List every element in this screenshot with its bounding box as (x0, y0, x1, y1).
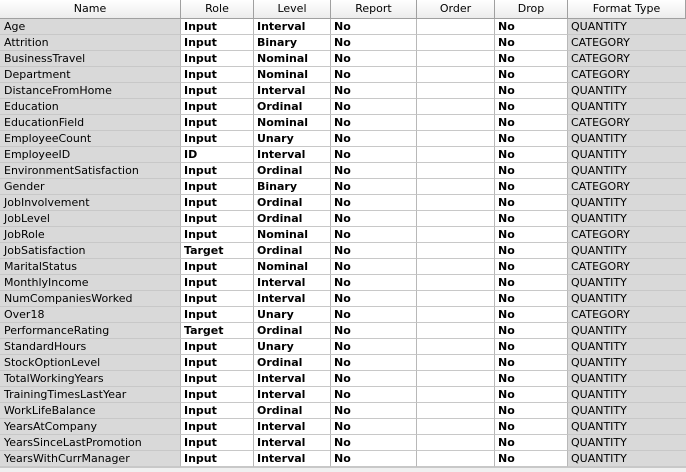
cell-order[interactable] (417, 163, 495, 179)
cell-format-type[interactable]: QUANTITY (568, 99, 686, 115)
cell-role[interactable]: Input (181, 371, 254, 387)
cell-report[interactable]: No (331, 163, 417, 179)
cell-drop[interactable]: No (495, 131, 568, 147)
table-row[interactable] (0, 259, 686, 275)
cell-level[interactable]: Unary (254, 339, 331, 355)
cell-drop[interactable]: No (495, 387, 568, 403)
table-row[interactable] (0, 227, 686, 243)
table-row[interactable] (0, 83, 686, 99)
cell-order[interactable] (417, 307, 495, 323)
table-row[interactable] (0, 147, 686, 163)
cell-name[interactable]: PerformanceRating (0, 323, 181, 339)
cell-order[interactable] (417, 355, 495, 371)
cell-role[interactable]: Input (181, 35, 254, 51)
cell-level[interactable]: Ordinal (254, 323, 331, 339)
cell-report[interactable]: No (331, 387, 417, 403)
cell-order[interactable] (417, 387, 495, 403)
cell-name[interactable]: EducationField (0, 115, 181, 131)
cell-level[interactable]: Binary (254, 179, 331, 195)
cell-order[interactable] (417, 419, 495, 435)
cell-level[interactable]: Nominal (254, 259, 331, 275)
column-header-level[interactable]: Level (254, 0, 331, 19)
cell-report[interactable]: No (331, 147, 417, 163)
table-row[interactable] (0, 275, 686, 291)
cell-role[interactable]: Input (181, 419, 254, 435)
cell-drop[interactable]: No (495, 195, 568, 211)
cell-drop[interactable]: No (495, 83, 568, 99)
cell-role[interactable]: Input (181, 115, 254, 131)
cell-drop[interactable]: No (495, 115, 568, 131)
cell-format-type[interactable]: QUANTITY (568, 211, 686, 227)
cell-role[interactable]: Input (181, 275, 254, 291)
table-row[interactable] (0, 435, 686, 451)
cell-format-type[interactable]: QUANTITY (568, 387, 686, 403)
cell-format-type[interactable]: QUANTITY (568, 451, 686, 467)
cell-level[interactable]: Nominal (254, 51, 331, 67)
cell-drop[interactable]: No (495, 435, 568, 451)
cell-name[interactable]: StandardHours (0, 339, 181, 355)
cell-drop[interactable]: No (495, 35, 568, 51)
cell-role[interactable]: Input (181, 259, 254, 275)
cell-order[interactable] (417, 403, 495, 419)
cell-drop[interactable]: No (495, 243, 568, 259)
cell-name[interactable]: JobSatisfaction (0, 243, 181, 259)
cell-level[interactable]: Interval (254, 147, 331, 163)
cell-format-type[interactable]: QUANTITY (568, 163, 686, 179)
cell-role[interactable]: Input (181, 355, 254, 371)
cell-report[interactable]: No (331, 435, 417, 451)
cell-order[interactable] (417, 451, 495, 467)
table-row[interactable] (0, 195, 686, 211)
cell-report[interactable]: No (331, 355, 417, 371)
cell-report[interactable]: No (331, 259, 417, 275)
cell-format-type[interactable]: QUANTITY (568, 355, 686, 371)
cell-role[interactable]: Input (181, 387, 254, 403)
cell-report[interactable]: No (331, 307, 417, 323)
cell-order[interactable] (417, 179, 495, 195)
cell-order[interactable] (417, 291, 495, 307)
cell-name[interactable]: YearsAtCompany (0, 419, 181, 435)
cell-role[interactable]: Input (181, 451, 254, 467)
cell-format-type[interactable]: CATEGORY (568, 115, 686, 131)
cell-name[interactable]: Education (0, 99, 181, 115)
cell-role[interactable]: Input (181, 163, 254, 179)
column-header-order[interactable]: Order (417, 0, 495, 19)
cell-level[interactable]: Interval (254, 419, 331, 435)
cell-report[interactable]: No (331, 419, 417, 435)
cell-name[interactable]: JobLevel (0, 211, 181, 227)
cell-drop[interactable]: No (495, 227, 568, 243)
cell-drop[interactable]: No (495, 355, 568, 371)
cell-name[interactable]: BusinessTravel (0, 51, 181, 67)
cell-report[interactable]: No (331, 51, 417, 67)
cell-format-type[interactable]: QUANTITY (568, 371, 686, 387)
cell-name[interactable]: EmployeeCount (0, 131, 181, 147)
cell-order[interactable] (417, 195, 495, 211)
cell-format-type[interactable]: CATEGORY (568, 35, 686, 51)
cell-level[interactable]: Unary (254, 131, 331, 147)
table-row[interactable] (0, 51, 686, 67)
cell-role[interactable]: Input (181, 307, 254, 323)
cell-format-type[interactable]: QUANTITY (568, 83, 686, 99)
cell-level[interactable]: Ordinal (254, 163, 331, 179)
cell-order[interactable] (417, 67, 495, 83)
cell-report[interactable]: No (331, 115, 417, 131)
cell-order[interactable] (417, 211, 495, 227)
cell-name[interactable]: EmployeeID (0, 147, 181, 163)
cell-order[interactable] (417, 275, 495, 291)
cell-level[interactable]: Unary (254, 307, 331, 323)
cell-report[interactable]: No (331, 211, 417, 227)
cell-order[interactable] (417, 83, 495, 99)
table-row[interactable] (0, 419, 686, 435)
cell-level[interactable]: Ordinal (254, 99, 331, 115)
column-header-report[interactable]: Report (331, 0, 417, 19)
cell-report[interactable]: No (331, 19, 417, 35)
cell-order[interactable] (417, 259, 495, 275)
cell-name[interactable]: Over18 (0, 307, 181, 323)
cell-report[interactable]: No (331, 83, 417, 99)
cell-report[interactable]: No (331, 99, 417, 115)
cell-report[interactable]: No (331, 371, 417, 387)
cell-level[interactable]: Interval (254, 371, 331, 387)
cell-report[interactable]: No (331, 339, 417, 355)
cell-drop[interactable]: No (495, 51, 568, 67)
cell-order[interactable] (417, 371, 495, 387)
table-row[interactable] (0, 451, 686, 467)
table-row[interactable] (0, 211, 686, 227)
cell-format-type[interactable]: CATEGORY (568, 67, 686, 83)
cell-order[interactable] (417, 131, 495, 147)
cell-level[interactable]: Ordinal (254, 403, 331, 419)
column-header-format-type[interactable]: Format Type (568, 0, 686, 19)
column-header-role[interactable]: Role (181, 0, 254, 19)
cell-format-type[interactable]: QUANTITY (568, 435, 686, 451)
cell-report[interactable]: No (331, 323, 417, 339)
table-row[interactable] (0, 179, 686, 195)
cell-report[interactable]: No (331, 291, 417, 307)
cell-format-type[interactable]: QUANTITY (568, 195, 686, 211)
cell-level[interactable]: Nominal (254, 227, 331, 243)
table-row[interactable] (0, 371, 686, 387)
cell-drop[interactable]: No (495, 19, 568, 35)
table-row[interactable] (0, 243, 686, 259)
cell-name[interactable]: TrainingTimesLastYear (0, 387, 181, 403)
cell-level[interactable]: Interval (254, 387, 331, 403)
cell-drop[interactable]: No (495, 451, 568, 467)
cell-name[interactable]: JobInvolvement (0, 195, 181, 211)
cell-report[interactable]: No (331, 35, 417, 51)
cell-role[interactable]: Input (181, 99, 254, 115)
cell-name[interactable]: MonthlyIncome (0, 275, 181, 291)
cell-format-type[interactable]: QUANTITY (568, 131, 686, 147)
cell-level[interactable]: Interval (254, 83, 331, 99)
cell-name[interactable]: TotalWorkingYears (0, 371, 181, 387)
cell-format-type[interactable]: QUANTITY (568, 339, 686, 355)
table-row[interactable] (0, 339, 686, 355)
cell-role[interactable]: Input (181, 195, 254, 211)
table-row[interactable] (0, 403, 686, 419)
table-row[interactable] (0, 115, 686, 131)
cell-report[interactable]: No (331, 227, 417, 243)
cell-drop[interactable]: No (495, 259, 568, 275)
table-header (0, 0, 686, 19)
table-row[interactable] (0, 131, 686, 147)
cell-name[interactable]: StockOptionLevel (0, 355, 181, 371)
cell-report[interactable]: No (331, 451, 417, 467)
cell-order[interactable] (417, 323, 495, 339)
cell-format-type[interactable]: QUANTITY (568, 147, 686, 163)
cell-role[interactable]: Input (181, 67, 254, 83)
cell-drop[interactable]: No (495, 307, 568, 323)
cell-format-type[interactable]: QUANTITY (568, 291, 686, 307)
cell-role[interactable]: ID (181, 147, 254, 163)
cell-level[interactable]: Ordinal (254, 243, 331, 259)
table-row[interactable] (0, 163, 686, 179)
cell-report[interactable]: No (331, 195, 417, 211)
table-footer-gap (0, 467, 686, 472)
cell-level[interactable]: Nominal (254, 67, 331, 83)
cell-role[interactable]: Input (181, 83, 254, 99)
cell-format-type[interactable]: QUANTITY (568, 243, 686, 259)
cell-name[interactable]: WorkLifeBalance (0, 403, 181, 419)
cell-level[interactable]: Ordinal (254, 195, 331, 211)
cell-name[interactable]: Attrition (0, 35, 181, 51)
cell-drop[interactable]: No (495, 163, 568, 179)
cell-format-type[interactable]: CATEGORY (568, 307, 686, 323)
cell-role[interactable]: Target (181, 243, 254, 259)
cell-drop[interactable]: No (495, 99, 568, 115)
cell-name[interactable]: EnvironmentSatisfaction (0, 163, 181, 179)
cell-role[interactable]: Input (181, 51, 254, 67)
cell-drop[interactable]: No (495, 291, 568, 307)
cell-report[interactable]: No (331, 131, 417, 147)
cell-order[interactable] (417, 99, 495, 115)
cell-level[interactable]: Interval (254, 291, 331, 307)
cell-format-type[interactable]: QUANTITY (568, 403, 686, 419)
cell-drop[interactable]: No (495, 275, 568, 291)
cell-level[interactable]: Interval (254, 275, 331, 291)
table-row[interactable] (0, 99, 686, 115)
cell-name[interactable]: Department (0, 67, 181, 83)
cell-role[interactable]: Target (181, 323, 254, 339)
cell-name[interactable]: MaritalStatus (0, 259, 181, 275)
cell-name[interactable]: YearsSinceLastPromotion (0, 435, 181, 451)
cell-report[interactable]: No (331, 275, 417, 291)
cell-level[interactable]: Ordinal (254, 211, 331, 227)
cell-role[interactable]: Input (181, 19, 254, 35)
table-row[interactable] (0, 19, 686, 35)
table-row[interactable] (0, 355, 686, 371)
cell-format-type[interactable]: QUANTITY (568, 323, 686, 339)
cell-role[interactable]: Input (181, 179, 254, 195)
cell-format-type[interactable]: QUANTITY (568, 19, 686, 35)
cell-order[interactable] (417, 227, 495, 243)
cell-format-type[interactable]: QUANTITY (568, 275, 686, 291)
cell-role[interactable]: Input (181, 131, 254, 147)
cell-format-type[interactable]: CATEGORY (568, 227, 686, 243)
cell-role[interactable]: Input (181, 339, 254, 355)
table-row[interactable] (0, 67, 686, 83)
cell-drop[interactable]: No (495, 419, 568, 435)
table-row[interactable] (0, 35, 686, 51)
table-row[interactable] (0, 323, 686, 339)
cell-role[interactable]: Input (181, 403, 254, 419)
cell-order[interactable] (417, 35, 495, 51)
cell-role[interactable]: Input (181, 291, 254, 307)
cell-order[interactable] (417, 243, 495, 259)
cell-name[interactable]: Age (0, 19, 181, 35)
column-header-name[interactable]: Name (0, 0, 181, 19)
cell-order[interactable] (417, 435, 495, 451)
cell-drop[interactable]: No (495, 339, 568, 355)
cell-report[interactable]: No (331, 403, 417, 419)
cell-drop[interactable]: No (495, 371, 568, 387)
cell-level[interactable]: Interval (254, 19, 331, 35)
cell-level[interactable]: Interval (254, 435, 331, 451)
cell-order[interactable] (417, 115, 495, 131)
cell-role[interactable]: Input (181, 227, 254, 243)
cell-name[interactable]: DistanceFromHome (0, 83, 181, 99)
cell-role[interactable]: Input (181, 211, 254, 227)
column-header-drop[interactable]: Drop (495, 0, 568, 19)
cell-drop[interactable]: No (495, 147, 568, 163)
cell-level[interactable]: Nominal (254, 115, 331, 131)
cell-format-type[interactable]: CATEGORY (568, 51, 686, 67)
cell-name[interactable]: YearsWithCurrManager (0, 451, 181, 467)
cell-order[interactable] (417, 339, 495, 355)
cell-drop[interactable]: No (495, 403, 568, 419)
table-row[interactable] (0, 307, 686, 323)
cell-name[interactable]: JobRole (0, 227, 181, 243)
cell-format-type[interactable]: CATEGORY (568, 179, 686, 195)
cell-format-type[interactable]: CATEGORY (568, 259, 686, 275)
cell-report[interactable]: No (331, 67, 417, 83)
cell-order[interactable] (417, 19, 495, 35)
cell-order[interactable] (417, 147, 495, 163)
cell-drop[interactable]: No (495, 67, 568, 83)
cell-name[interactable]: NumCompaniesWorked (0, 291, 181, 307)
cell-report[interactable]: No (331, 179, 417, 195)
cell-order[interactable] (417, 51, 495, 67)
cell-level[interactable]: Binary (254, 35, 331, 51)
cell-drop[interactable]: No (495, 211, 568, 227)
cell-format-type[interactable]: QUANTITY (568, 419, 686, 435)
cell-role[interactable]: Input (181, 435, 254, 451)
cell-drop[interactable]: No (495, 179, 568, 195)
cell-level[interactable]: Ordinal (254, 355, 331, 371)
cell-report[interactable]: No (331, 243, 417, 259)
table-row[interactable] (0, 291, 686, 307)
table-row[interactable] (0, 387, 686, 403)
cell-name[interactable]: Gender (0, 179, 181, 195)
cell-drop[interactable]: No (495, 323, 568, 339)
cell-level[interactable]: Interval (254, 451, 331, 467)
